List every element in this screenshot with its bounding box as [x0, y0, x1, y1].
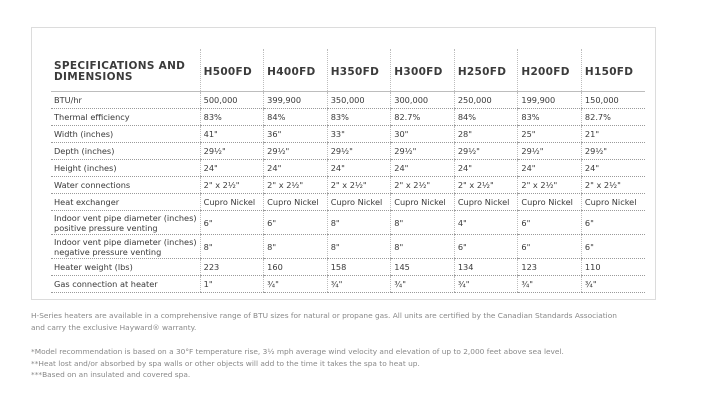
table-cell: 6" — [200, 211, 264, 235]
table-cell: Cupro Nickel — [391, 194, 455, 211]
table-cell: 41" — [200, 126, 264, 143]
model-header: H200FD — [518, 49, 582, 92]
table-cell: 82.7% — [581, 109, 645, 126]
row-label: BTU/hr — [51, 92, 200, 109]
table-cell: 6" — [581, 235, 645, 259]
intro-line: and carry the exclusive Hayward® warranty. — [31, 322, 197, 332]
footnote: **Heat lost and/or absorbed by spa walls or other objects will add to the time it takes the spa to heat up. — [31, 358, 420, 368]
table-cell: 84% — [264, 109, 328, 126]
table-cell: Cupro Nickel — [581, 194, 645, 211]
spec-table-body — [51, 92, 645, 293]
table-row — [51, 92, 645, 109]
table-cell: 24" — [581, 160, 645, 177]
table-cell: 28" — [454, 126, 518, 143]
table-cell: 2" x 2½" — [264, 177, 328, 194]
table-cell: ¾" — [391, 276, 455, 293]
table-cell: 6" — [518, 211, 582, 235]
table-cell: 29½" — [518, 143, 582, 160]
row-label: Height (inches) — [51, 160, 200, 177]
model-header: H350FD — [327, 49, 391, 92]
table-cell: Cupro Nickel — [264, 194, 328, 211]
table-row — [51, 211, 645, 235]
table-cell: 223 — [200, 259, 264, 276]
table-cell: ¾" — [581, 276, 645, 293]
table-cell: 30" — [391, 126, 455, 143]
table-row — [51, 259, 645, 276]
table-cell: 24" — [391, 160, 455, 177]
table-row — [51, 235, 645, 259]
table-cell: 29½" — [264, 143, 328, 160]
table-row — [51, 177, 645, 194]
table-row — [51, 143, 645, 160]
table-cell: 300,000 — [391, 92, 455, 109]
table-cell: 33" — [327, 126, 391, 143]
table-cell: ¾" — [264, 276, 328, 293]
table-cell: 29½" — [454, 143, 518, 160]
table-cell: 134 — [454, 259, 518, 276]
table-cell: Cupro Nickel — [454, 194, 518, 211]
table-cell: 123 — [518, 259, 582, 276]
row-label: Width (inches) — [51, 126, 200, 143]
table-cell: 6" — [518, 235, 582, 259]
table-cell: 158 — [327, 259, 391, 276]
table-cell: 8" — [200, 235, 264, 259]
intro-notes — [31, 310, 671, 333]
table-cell: 2" x 2½" — [518, 177, 582, 194]
table-cell: 29½" — [581, 143, 645, 160]
table-cell: 83% — [518, 109, 582, 126]
table-row — [51, 160, 645, 177]
row-label: Heater weight (lbs) — [51, 259, 200, 276]
table-cell: 8" — [327, 211, 391, 235]
table-row — [51, 194, 645, 211]
table-cell: 160 — [264, 259, 328, 276]
footnotes — [31, 346, 671, 381]
table-cell: ¾" — [454, 276, 518, 293]
table-cell: 2" x 2½" — [581, 177, 645, 194]
table-cell: 145 — [391, 259, 455, 276]
table-cell: 350,000 — [327, 92, 391, 109]
table-cell: 150,000 — [581, 92, 645, 109]
table-cell: 24" — [518, 160, 582, 177]
table-cell: 8" — [264, 235, 328, 259]
table-cell: 2" x 2½" — [327, 177, 391, 194]
table-cell: 25" — [518, 126, 582, 143]
row-label: Gas connection at heater — [51, 276, 200, 293]
row-label: Heat exchanger — [51, 194, 200, 211]
spec-card — [31, 27, 656, 300]
table-cell: 8" — [391, 235, 455, 259]
table-title: SPECIFICATIONS AND DIMENSIONS — [51, 49, 200, 92]
table-cell: 2" x 2½" — [391, 177, 455, 194]
table-cell: 8" — [391, 211, 455, 235]
table-cell: 2" x 2½" — [454, 177, 518, 194]
model-header: H300FD — [391, 49, 455, 92]
model-header: H150FD — [581, 49, 645, 92]
table-cell: 6" — [581, 211, 645, 235]
table-cell: 199,900 — [518, 92, 582, 109]
row-label: Water connections — [51, 177, 200, 194]
footnote: *Model recommendation is based on a 30°F temperature rise, 3½ mph average wind velocity and elevation of up to 2,000 feet above sea level. — [31, 347, 564, 356]
table-cell: 6" — [264, 211, 328, 235]
table-row — [51, 126, 645, 143]
table-cell: ¾" — [518, 276, 582, 293]
table-cell: 29½" — [327, 143, 391, 160]
table-cell: 1" — [200, 276, 264, 293]
table-cell: 82.7% — [391, 109, 455, 126]
table-cell: 500,000 — [200, 92, 264, 109]
table-cell: 8" — [327, 235, 391, 259]
table-cell: 399,900 — [264, 92, 328, 109]
table-cell: 83% — [327, 109, 391, 126]
intro-line: H-Series heaters are available in a comprehensive range of BTU sizes for natural or propane gas. All units are certified by the Canadian Standards Association — [31, 311, 617, 320]
row-label: Thermal efficiency — [51, 109, 200, 126]
model-header: H500FD — [200, 49, 264, 92]
row-label: Depth (inches) — [51, 143, 200, 160]
table-cell: 24" — [200, 160, 264, 177]
row-label: Indoor vent pipe diameter (inches) negative pressure venting — [51, 235, 200, 259]
table-cell: ¾" — [327, 276, 391, 293]
table-cell: 2" x 2½" — [200, 177, 264, 194]
table-row — [51, 109, 645, 126]
table-cell: 21" — [581, 126, 645, 143]
table-cell: 6" — [454, 235, 518, 259]
table-cell: Cupro Nickel — [200, 194, 264, 211]
table-cell: 29½" — [391, 143, 455, 160]
table-cell: 36" — [264, 126, 328, 143]
table-cell: 24" — [454, 160, 518, 177]
table-cell: 4" — [454, 211, 518, 235]
table-cell: 24" — [327, 160, 391, 177]
row-label: Indoor vent pipe diameter (inches) positive pressure venting — [51, 211, 200, 235]
footnote: ***Based on an insulated and covered spa. — [31, 370, 191, 379]
table-cell: 29½" — [200, 143, 264, 160]
table-cell: Cupro Nickel — [327, 194, 391, 211]
model-header: H250FD — [454, 49, 518, 92]
table-cell: 24" — [264, 160, 328, 177]
table-row — [51, 276, 645, 293]
table-cell: Cupro Nickel — [518, 194, 582, 211]
table-cell: 83% — [200, 109, 264, 126]
table-cell: 110 — [581, 259, 645, 276]
header-row — [51, 49, 645, 92]
model-header: H400FD — [264, 49, 328, 92]
table-cell: 84% — [454, 109, 518, 126]
spec-table — [51, 49, 645, 293]
table-cell: 250,000 — [454, 92, 518, 109]
